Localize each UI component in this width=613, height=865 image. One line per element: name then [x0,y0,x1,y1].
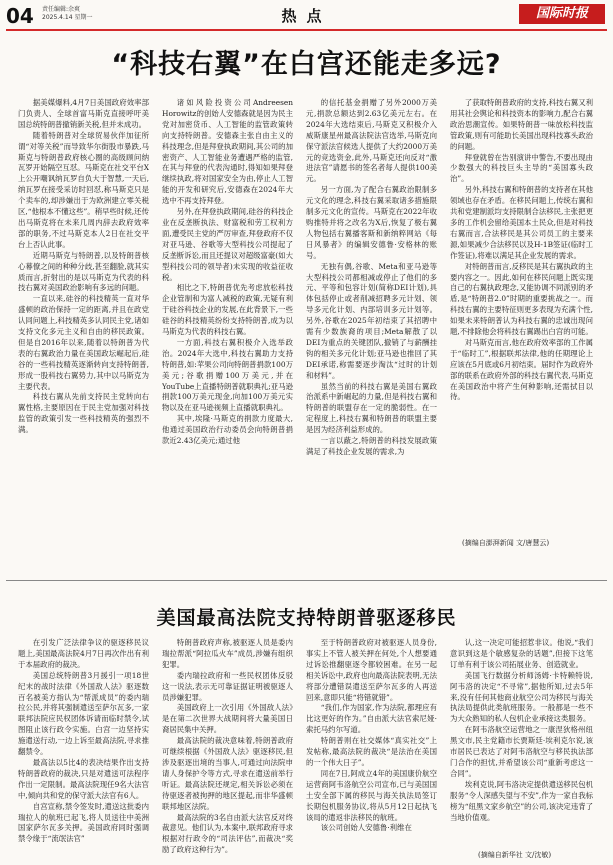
paragraph: 其中,埃隆·马斯克的捐款力度最大,他通过美国政治行动委员会向特朗普捐款近2.43亿美元;通过他 [162,414,293,446]
article-headline-2: 美国最高法院支持特朗普驱逐移民 [156,607,457,629]
section-title: 热点 [281,7,332,25]
article-headline: “科技右翼”在白宫还能走多远? [111,49,502,80]
article-column-2 [162,98,293,538]
paragraph: 最高法以5比4的表决结果作出支持特朗普政府的裁决,只是对遣送可法程序作出一定限制。最高法院现任9名大法官中,倾向共和党的保守派大法官有6人。 [18,757,149,800]
paragraph: 该公司创始人安德鲁·利维在 [320,823,412,833]
paragraph: 美国总统特朗普3月援引一项18世纪末的战时法律《外国敌人法》驱逐数百名被美方指认为“帮派成员”的委内瑞拉公民,并将其强制遣送至萨尔瓦多,一家联邦法院应民权团体诉请而临时禁令,试图阻止该行政令实施。白宫一边坚持实施遣送行动,一边上诉至最高法院,寻求推翻禁令。 [18,670,149,757]
paragraph: 相比之下,特朗普优先考虑放松科技企业管制和为富人减税的政策,无疑有利于硅谷科技企业的发展,在此背景下,一些硅谷的科技精英纷纷支持特朗普,成为以马斯克为代表的科技右翼。 [162,283,293,337]
paragraph: 另一方面,为了配合右翼政治限制多元文化的理念,科技右翼采取诸多措施限制多元文化的宣传。马斯克在2022年收购推特并将之改名为X后,恢复了极右翼人物包括右翼播客斯和新纳粹网站《每日风暴者》的编辑安德鲁·安格林的账号。 [306,185,437,260]
paragraph: 了获取特朗普政府的支持,科技右翼又利用其社会舆论和科技资本的影响力,配合右翼政治思潮宣传。如果特朗普一味放松科技监管政策,则有可能助长美国出现科技寡头政治的问题。 [450,98,593,151]
editor-credit: 责任编辑:余爽 [42,6,81,13]
paragraph: 在阿韦洛航空运营地之一康涅狄格州纽黑文市,民主党籍市长贾斯廷·埃利克尔说,该市居民已表达了对阿韦洛航空与移民执法部门合作的担忧,并希望该公司“重新考虑这一合同”。 [450,725,593,778]
paragraph: 科技右翼从先前支持民主党转向右翼性格,主要原因在于民主党加强对科技监管的政策引发一些科技精英的强烈不满。 [18,392,149,435]
paragraph: 无独有偶,谷歌、Meta和亚马逊等大型科技公司都相减或停止了他们的多元、平等和包容计划(简称DEI计划),具体包括停止或者削减招聘多元计划、领导多元化计划、内部培训多元计划等。另外,谷歌在2025年初结束了其招聘中需有少数族裔的项目;Meta解散了以DEI为重点的关键团队,撤销了与薪酬挂钩的相关多元化计划;亚马逊也推回了其DEI承诺,称需要逐步淘汰“过时的计划和材料”。 [306,261,437,380]
paragraph: 拜登就曾在告别演讲中警告,不要出现由少数强大的科技巨头主导的“美国寡头政治”。 [450,152,593,184]
article-divider [6,580,607,581]
paragraph: 对马斯克而言,他在政府效率部的工作属于“临时工”,根据联邦法律,他的任期理论上应该在5月底或6月初结束。届时作为政府外部的联系在政府外部的科技右翼代表,马斯克在美国政治中将产生何种影响,还需拭目以待。 [450,337,593,402]
paragraph: 美国政府上一次引用《外国敌人法》是在第二次世界大战期间将大量美国日裔居民集中关押。 [162,703,293,735]
article-column-1 [18,98,149,538]
paragraph: 特朗普政府声称,被驱逐人员是委内瑞拉帮派“阿拉瓜火车”成员,涉嫌有组织犯罪。 [162,638,293,669]
article-column-3 [306,98,437,538]
newspaper-logo: 国际时报 [519,4,605,24]
paragraph: 据美媒爆料,4月7日美国政府效率部门负责人、全球首富马斯克直接呼吁美国总统特朗普撤销新关税,但并未成功。 [18,98,149,129]
article2-byline: (摘编自新华社 文/沈敏) [478,851,552,859]
issue-date: 2025.4.14 星期一 [42,14,93,21]
paragraph: 委内瑞拉政府和一些民权团体反驳这一说法,表示无可靠证据证明被驱逐人员涉嫌犯罪。 [162,670,293,702]
paragraph: 诸如风险投资公司Andreesen Horowitz的创始人安德森就是因为民主党对加密货币、人工智能的监管政策转向支持特朗普。安德森主张自由主义的科技理念,但是拜登执政期间,其公司的加密资产、人工智能业务遭遇严格的监管,在其与拜登的代表沟通时,得知如果拜登继续执政,将对国家安全为由,停止人工智能的开发和研究后,安德森在2024年大选中不再支持拜登。 [162,98,293,206]
header-rule [6,29,607,31]
page-number: 04 [6,4,34,28]
paragraph: 特朗普则在社交媒体“真实社交”上发帖称,最高法院的裁决“是法治在美国的一个伟大日子”。 [306,736,437,767]
paragraph: 一言以蔽之,特朗普的科技发展政策满足了科技企业发展的需求,为 [306,436,437,456]
paragraph: 一直以来,硅谷的科技精英一直对华盛顿的政治保持一定的距离,并且在政党认同问题上,科技精英多认同民主党,诸如支持文化多元主义和自由的移民政策。但是自2016年以来,随着以特朗普为代表的右翼政治力量在美国政坛崛起后,硅谷的一些科技精英逐渐转向支持特朗普,形成一股科技右翼势力,其中以马斯克为主要代表。 [18,294,149,391]
paragraph: 埃利克说,阿韦洛决定提供遣送移民包机服务“令人深感失望与不安”,作为一家自我标榜为“纽黑文家乡航空”的公司,该决定违背了当地价值观。 [450,779,593,822]
paragraph: 另外,在拜登执政期间,硅谷的科技企业在反垄断执法、财富税和劳工权利方面,遭受民主党的严厉审查,拜登政府不仅对亚马逊、谷歌等大型科技公司提起了反垄断诉讼,而且还提议对超级富豪(如大型科技公司的领导者)未实现的收益征收税。 [162,207,293,282]
paragraph: 最高法院的3名自由派大法官反对终裁意见。他们认为,本案中,联邦政府寻求根据对行政令的“司法评估”,而裁决“奖励了政府这种行为”。 [162,812,293,855]
paragraph: 美国飞行数据分析师汤姆·卡特赖特说,阿韦洛的决定“不寻常”,据他所知,过去5年来,没有任何其他商业航空公司为移民与海关执法局提供此类航班服务。一般都是一些不为大众熟知的私人包机企业承接这类服务。 [450,670,593,724]
paragraph: 随着特朗普对全球贸易伙伴加征所谓“对等关税”而导致华尔街股市暴跌,马斯克与特朗普政府核心圈的高级顾问纳瓦罗开始隔空互怼。马斯克在社交平台X上公开嘲讽纳瓦罗自负大于智慧,一天后,纳瓦罗在接受采访时回怼,称马斯克只是个卖车的,却涉嫌出于为欧洲建立零关税区,“他根本不懂这些”。稍早些时候,还传出马斯克将在未来几周内辞去政府效率部的职务,不过马斯克本人2日在社交平台上否认此事。 [18,130,149,249]
paragraph: 认,这一决定可能招惹非议。他说,“我们意识到这是个敏感复杂的话题”,但接下这笔订单有利于该公司拓展业务、创造就业。 [450,638,593,669]
article2-column-3 [306,638,437,860]
paragraph: 对特朗普而言,反移民是其右翼执政的主要内容之一。因此,如何在移民问题上既实现自己的右翼执政理念,又能协调不同派别的矛盾,是“特朗普2.0”时期的重要挑战之一。而科技右翼的主要特征则更多表现为充满个性,如果未来特朗普认为科技右翼的忠诚出现问题,不排除他会将科技右翼踢出白宫的可能。 [450,261,593,337]
paragraph: 近期马斯克与特朗普,以及特朗普核心幕僚之间的种种分歧,甚至翻脸,就其实质而言,折射出的是以马斯克为代表的科技右翼对美国政治影响有多远的问题。 [18,250,149,293]
article-column-4 [450,98,593,526]
paragraph: 至于特朗普政府对被驱逐人员身份,事实上不管人被关押在何处,个人想要通过诉讼推翻驱逐令都较困难。在另一起相关诉讼中,政府也向最高法院表明,无法将部分遭错误遣送至萨尔瓦多的人再送回来,意即只能“将错就错”。 [306,638,437,702]
paragraph: 虽然当前的科技右翼是美国右翼政治派系中新崛起的力量,但是科技右翼和特朗普的联盟存在一定的脆弱性。在一定程度上,科技右翼和特朗普的联盟主要是因为经济利益形成的。 [306,381,437,435]
paragraph: 最高法院的裁决意味着,特朗普政府可继续根据《外国敌人法》驱逐移民,但涉及驱逐出境的当事人,可通过向法院申请人身保护令等方式,寻求在遣送前举行听证。最高法院还规定,相关诉讼必须在待驱逐者被拘押的地区提起,而非华盛顿联邦地区法院。 [162,736,293,811]
article2-column-2 [162,638,293,860]
paragraph: 自宫宣称,禁令签发时,遣送这批委内瑞拉人的航班已起飞,将人员送往中美洲国家萨尔瓦多关押。美国政府同时强调禁令缘于“流氓法官” [18,801,149,844]
paragraph: 的信托基金捐赠了另外2000万美元,捐款总额达到2.63亿美元左右。在2024年大选结束后,马斯克又积极介入威斯康星州最高法院法官选举,马斯克向保守派法官候选人提供了大约2000万美元的竞选资金,此外,马斯克还向反对“激进法官”请愿书的签名者每人提供100美元。 [306,98,437,184]
article-byline: (摘编自澎湃新闻 文/唐慧云) [462,539,550,547]
paragraph: 一方面,科技右翼积极介入选举政治。2024年大选中,科技右翼助力支持特朗普,如:苹果公司向特朗普捐款100万美元;谷歌捐赠100万美元,并在YouTube上直播特朗普就职典礼;亚马逊捐款100万美元现金,向加100万美元实物以及在亚马逊视频上直播就职典礼。 [162,337,293,413]
paragraph: 同在7日,阿成立4年的美国康价航空运营商阿韦洛航空公司宣布,已与美国国土安全部下属的移民与海关执法局签订长期包机服务协议,将从5月12日起执飞该局的遣返非法移民的航班。 [306,768,437,822]
article2-column-4 [450,638,593,848]
article2-column-1 [18,638,149,860]
paragraph: 在引发广泛法律争议的驱逐移民议题上,美国最高法院4月7日再次作出有利于本届政府的裁决。 [18,638,149,669]
paragraph: 另外,科技右翼和特朗普的支持者在其他领域也存在矛盾。在移民问题上,传统右翼和共和党建制派均支持限制合法移民,主张把更多的工作机会留给美国本土民众,但是对科技右翼而言,合法移民是其公司员工的主要来源,如果减少合法移民以及H-1B签证(临时工作签证),将难以满足其企业发展的需求。 [450,185,593,260]
paragraph: “我们,作为国家,作为法院,都理应有比这更好的作为。”自由派大法官索尼娅·索托马约尔写道。 [306,703,437,735]
